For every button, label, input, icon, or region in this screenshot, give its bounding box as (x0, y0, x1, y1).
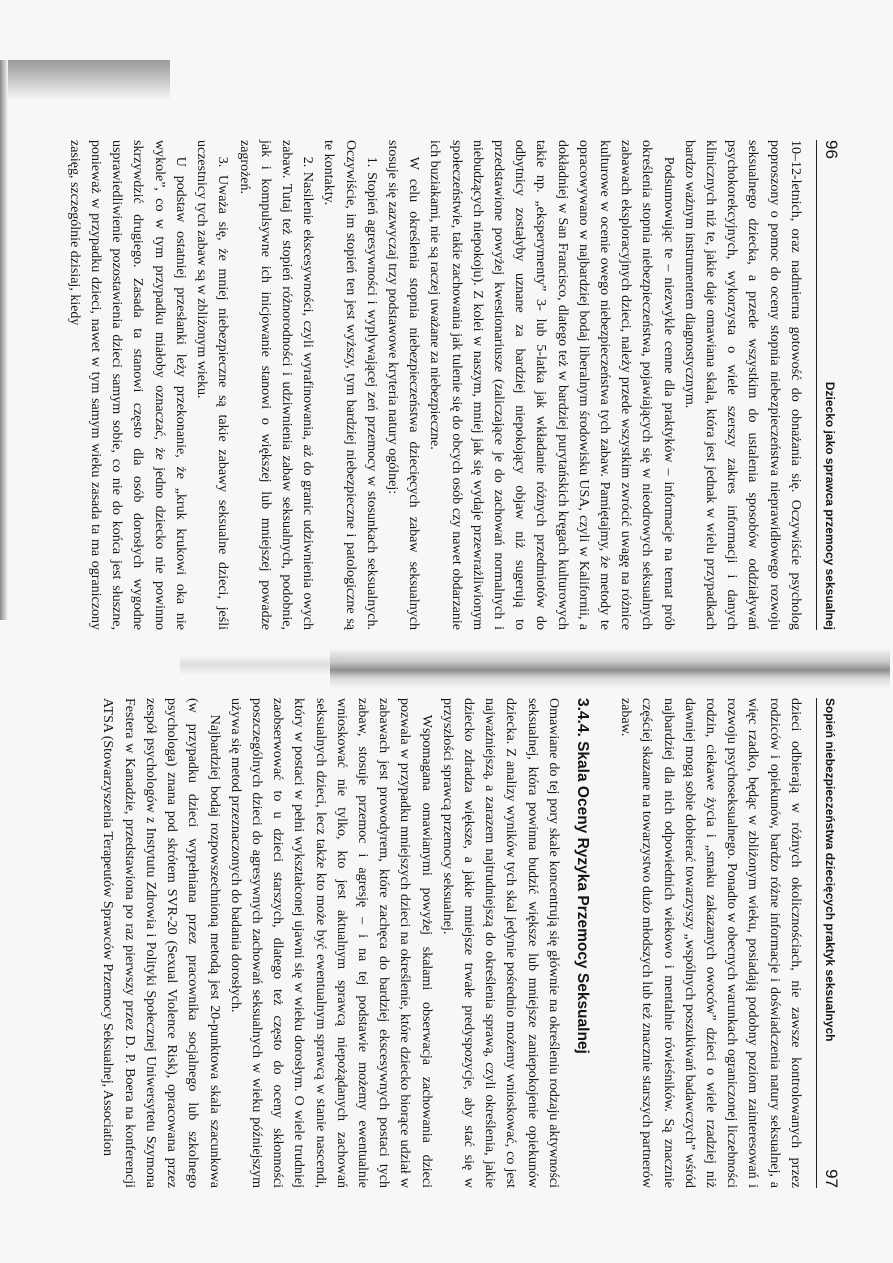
criteria-list (191, 140, 382, 630)
criteria-item: 2. Nasilenie ekscesywności, czyli wyrafinowania, aż do granic udziwnienia owych zabaw. Tutaj też stopień różnorodności i udziwnienia zabaw seksualnych, podobnie, jak i kompulsywne ich inicjowanie stanowi o większej lub mniejszej powadze zagrożeń. (236, 140, 316, 630)
running-head-title-96: Dziecko jako sprawca przemocy seksualnej (823, 381, 837, 630)
paragraph: dzieci odbierają w różnych okolicznościach, nie zawsze kontrolowanych przez rodziców i opiekunów, bardzo różne informacje i doświadczenia natury seksualnej, a więc rzadko, będąc w zbliżonym wieku, posiadają podobny poziom zainteresowań i rozwoju psychoseksualnego. Ponadto w obecnych warunkach ograniczonej liczebności rodzin, ciekawe życia i „smaku zakazanych owoców” dzieci o wiele rzadziej niż dawniej mogą sobie dobierać towarzyszy „wspólnych poszukiwań badawczych” wśród najbardziej dla nich odpowiednich wiekowo i mentalnie rówieśników. Są znacznie częściej skazane na towarzystwo dużo młodszych lub też znacznie starszych partnerów zabaw. (618, 698, 803, 1188)
paragraph: 10–12-letnich, oraz nadmierna gotowość do obnażania się. Oczywiście psycholog poproszony o pomoc do oceny stopnia niebezpieczeństwa nieprawidłowego rozwoju seksualnego dziecka, a przede wszystkim do ustalenia sposobów oddziaływań psychokorekcyjnych, wykorzysta o wiele szerszy zakres informacji i danych klinicznych niż te, jakie daje omawiana skala, która jest jednak w wielu przypadkach bardzo ważnym instrumentem diagnostycznym. (681, 140, 803, 630)
running-head-97 (816, 698, 842, 1188)
paragraph: U podstaw ostatniej przesłanki leży przekonanie, że „kruk krukowi oka nie wykole”, co w tym przypadku miałoby oznaczać, że jedno dziecko nie powinno skrzywdzić drugiego. Zasada ta stanowi często dla osób dorosłych wygodne usprawiedliwienie pozostawienia dzieci samym sobie, co nie do końca jest słuszne, ponieważ w przypadku dzieci, nawet w tym samym wieku zasada ta ma ograniczony zasięg, szczególnie dzisiaj, kiedy (66, 140, 188, 630)
running-head-title-97: Sopień niebezpieczeństwa dziecięcych praktyk seksualnych (823, 698, 837, 1042)
paragraph: Omawiane do tej pory skale koncentrują się głównie na określeniu rodzaju aktywności seksualnej, która powinna budzić większe lub mniejsze zaniepokojenie opiekunów dziecka. Z analizy wyników tych skal jedynie pośrednio możemy wnioskować, co jest najważniejszą, a zarazem najtrudniejszą do określenia sprawą, czyli określenia, jakie dziecko zdradza większe, a jakie mniejsze trwałe predyspozycje, aby stać się w przyszłości sprawcą przemocy seksualnej. (439, 698, 561, 1188)
book-gutter-light (180, 655, 340, 675)
page-number-97: 97 (822, 1169, 841, 1188)
section-heading: 3.4.4. Skala Oceny Ryzyka Przemocy Seksualnej (573, 698, 591, 1054)
page-97 (102, 698, 842, 1188)
paragraph: Podsumowując te – niezwykle cenne dla praktyków – informacje na temat prób określenia stopnia niebezpieczeństwa, pojawiających się w nieodrowych seksualnych zabawach eksploracyjnych dzieci, należy przede wszystkim zwrócić uwagę na różnice kulturowe w ocenie owego niebezpieczeństwa tych zabaw. Pamiętajmy, że metody te opracowywano w najbardziej bodaj liberalnym środowisku USA, czyli w Kalifornii, a dokładniej w San Francisco, dlatego też w bardziej purytańskich kręgach kulturowych takie np. „eksperymenty” 3- lub 5-latka jak wkładanie różnych przedmiotów do odbytnicy zostałyby uznane za bardziej niepokojący objaw niż sugerują to przedstawione powyżej kwestionariusze (zaliczające je do zachowań normalnych i niebudzących niepokoju). Z kolei w naszym, mniej jak się wydaje przewrażliwionym społeczeństwie, takie zachowania jak tulenie się do obcych osób czy nawet obdarzanie ich buziakami, nie są raczej uważane za niebezpieczne. (427, 140, 676, 630)
paragraph: Wspomagana omawianymi powyżej skalami obserwacja zachowania dzieci pozwala w przypadku mniejszych dzieci na określenie, które dziecko biorące udział w zabawach jest prowodyrem, które zachęca do bardziej ekscesywnych postaci tych zabaw, stosuje przemoc i agresję – i na tej podstawie możemy ewentualnie wnioskować nie tylko, kto jest aktualnym sprawcą niepożądanych zachowań seksualnych dzieci, lecz także kto może być ewentualnym sprawcą w stanie nascendi, który w postaci w pełni wykształconej ujawni się w wieku dorosłym. O wiele trudniej zaobserwować to u dzieci starszych, dlatego też często do oceny skłonności poszczególnych dzieci do agresywnych zachowań seksualnych w wieku późniejszym używa się metod przeznaczonych do badania dorosłych. (227, 698, 434, 1188)
paragraph: W celu określenia stopnia niebezpieczeństwa dziecięcych zabaw seksualnych stosuje się zazwyczaj trzy podstawowe kryteria natury ogólnej: (384, 140, 422, 630)
scan-edge-shadow (0, 60, 8, 620)
running-head-96 (816, 140, 842, 630)
paragraph: Najbardziej bodaj rozpowszechnioną metodą jest 20-punktowa skala szacunkowa (w przypadku dzieci wypełniana przez pracownika socjalnego lub szkolnego psychologa) znana pod skrótem SVR-20 (Sexual Violence Risk), opracowana przez zespół psychologów z Instytutu Zdrowia i Polityki Społecznej Uniwersytetu Szymona Festera w Kanadzie, przedstawiona po raz pierwszy przez D. P. Boera na konferencji ATSA (Stowarzyszenia Terapeutów Sprawców Przemocy Seksualnej, Association (100, 698, 222, 1188)
scan-shadow (0, 60, 170, 100)
page-96 (66, 140, 842, 630)
page-number-96: 96 (822, 140, 841, 159)
criteria-item: 1. Stopień agresywności i wyplywającej zeń przemocy w stosunkach seksualnych. Oczywiście, im stopień ten jest wyższy, tym bardziej niebezpieczne i patologiczne są te kontakty. (321, 140, 379, 630)
criteria-item: 3. Uważa się, że mniej niebezpieczne są takie zabawy seksualne dzieci, jeśli uczestnicy tych zabaw są w zbliżonym wieku. (194, 140, 231, 630)
book-gutter-shadow (330, 648, 890, 688)
